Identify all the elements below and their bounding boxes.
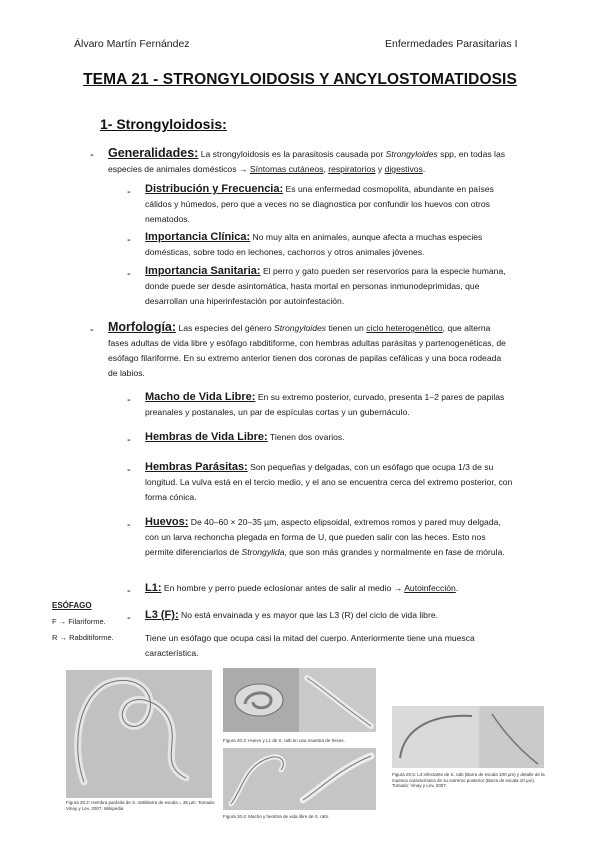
text: Las especies del género (178, 323, 272, 333)
text: Tiene un esófago que ocupa casi la mitad del cuerpo. Anteriormente tiene una muesca característica. (145, 633, 475, 658)
figure-2-image (223, 668, 376, 732)
course-name: Enfermedades Parasitarias I (385, 38, 518, 50)
separator: , (323, 164, 326, 174)
morfologia-paragraph (108, 320, 513, 381)
bullet-dash: - (90, 149, 94, 161)
huevos-label: Huevos: (145, 516, 189, 528)
genus-name: Strongyloides (385, 149, 438, 159)
text: Son pequeñas y delgadas, con un esófago que ocupa 1/3 de su longitud. La vulva está en el tercio medio, y el ano se encuentra cerca del extremo posterior, con forma cónica. (145, 462, 513, 502)
sanitaria-paragraph (145, 264, 510, 309)
bullet-dash: - (127, 394, 131, 406)
hembras-parasitas-label: Hembras Parásitas: (145, 461, 248, 473)
text: En su extremo posterior, curvado, presenta 1–2 pares de papilas preanales y postanales, un par de espículas cortas y un gubernáculo. (145, 392, 505, 417)
page-title: TEMA 21 - STRONGYLOIDOSIS Y ANCYLOSTOMATIDOSIS (83, 71, 517, 88)
figure-4-image (392, 706, 544, 768)
l3-paragraph (145, 608, 515, 661)
bullet-dash: - (127, 434, 131, 446)
digestivos: digestivos (384, 164, 423, 174)
bullet-dash: - (90, 324, 94, 336)
macho-paragraph (145, 390, 515, 420)
genus-name: Strongyloides (274, 323, 327, 333)
bullet-dash: - (127, 585, 131, 597)
text: , que son más grandes y normalmente en fase de mórula. (284, 547, 505, 557)
figure-2-caption: Figura 20.3: Huevo y L1 de S. ratti en una muestra de heces. (223, 738, 345, 743)
bullet-dash: - (127, 612, 131, 624)
esofago-note (52, 598, 114, 646)
generalidades-paragraph (108, 146, 508, 177)
hembras-libre-label: Hembras de Vida Libre: (145, 431, 268, 443)
l1-paragraph (145, 581, 515, 596)
text: tienen un (328, 323, 364, 333)
egg-larva-image (223, 668, 376, 732)
text: . (422, 164, 426, 174)
text: No está envainada y es mayor que las L3 (R) del ciclo de vida libre. (181, 610, 438, 620)
bullet-dash: - (127, 464, 131, 476)
esofago-note-line: F → Filariforme. (52, 617, 106, 626)
esofago-note-title: ESÓFAGO (52, 601, 92, 610)
distribucion-paragraph (145, 182, 510, 227)
figure-3-caption: Figura 20.4: Macho y hembra de vida libre de S. ratti. (223, 814, 330, 819)
worm-image (66, 670, 212, 798)
text: El perro y gato pueden ser reservorios para la especie humana, donde puede ser desde asintomática, hasta mortal en personas inmunodeprimidas, que desarrollan una hiperinfestación por autoinfestación. (145, 266, 506, 306)
bullet-dash: - (127, 519, 131, 531)
section-heading: 1- Strongyloidosis: (100, 116, 227, 132)
l3-image (392, 706, 544, 768)
text: En hombre y perro puede eclosionar antes de salir al medio → (163, 583, 403, 593)
text: Tienen dos ovarios. (269, 432, 345, 442)
genus-name: Strongylida (241, 547, 285, 557)
macho-label: Macho de Vida Libre: (145, 391, 256, 403)
figure-1-image (66, 670, 212, 798)
l3-label: L3 (F): (145, 609, 179, 621)
l1-label: L1: (145, 582, 162, 594)
hembras-parasitas-paragraph (145, 460, 515, 505)
bullet-dash: - (127, 268, 131, 280)
clinica-paragraph (145, 230, 510, 260)
text: De 40–60 × 20–35 µm, aspecto elipsoidal, extremos romos y pared muy delgada, con un larva rechoncha plegada en forma de U, que pueden salir con las heces. Esto nos permite diferenciarlos de (145, 517, 501, 557)
autoinfeccion: Autoinfección (404, 583, 456, 593)
morfologia-label: Morfología: (108, 320, 177, 334)
text: Es una enfermedad cosmopolita, abundante en países cálidos y húmedos, pero que a veces no se diagnostica por confundir los huevos con otros nematodos. (145, 184, 494, 224)
text: y (377, 164, 383, 174)
text: , que alterna fases adultas de vida libre y esófago rabditiforme, con hembras adultas parásitas y partenogenéticas, de esófago filariforme. En su extremo anterior tienen dos coronas de papilas cefálicas y una boca rodeada de labios. (108, 323, 506, 378)
bullet-dash: - (127, 234, 131, 246)
text: . (455, 583, 459, 593)
text: La strongyloidosis es la parasitosis causada por (200, 149, 384, 159)
respiratorios: respiratorios (328, 164, 376, 174)
figure-1-caption: Figura 20.2: Hembra parásita de S. ratti/Barra de escala = 35 µm. Tomado: Vinay y Lev, 2007. Wikipedia (66, 800, 216, 811)
sanitaria-label: Importancia Sanitaria: (145, 265, 261, 277)
clinica-label: Importancia Clínica: (145, 231, 251, 243)
hembras-libre-paragraph (145, 430, 515, 445)
text: spp, en todas las especies de animales domésticos → (108, 149, 506, 174)
generalidades-label: Generalidades: (108, 146, 199, 160)
text: No muy alta en animales, aunque afecta a muchas especies domésticas, sobre todo en lechones, cachorros y otros animales jóvenes. (145, 232, 483, 257)
distribucion-label: Distribución y Frecuencia: (145, 183, 284, 195)
figure-4-caption: Figura 20.5: L3 infectante de S. ratti (Barra de escala 100 µm) y detalle de la muesca característica de su extremo posterior (Barra de escala 10 µm). Tomado: Vinay y Lev, 2007. (392, 772, 545, 788)
sintomas-cutaneos: Síntomas cutáneos (249, 164, 324, 174)
author-name: Álvaro Martín Fernández (74, 38, 190, 50)
esofago-note-line: R → Rabditiforme. (52, 633, 114, 642)
adults-image (223, 748, 376, 810)
huevos-paragraph (145, 515, 515, 560)
bullet-dash: - (127, 186, 131, 198)
figure-3-image (223, 748, 376, 810)
ciclo-heterogenetico: ciclo heterogenético (366, 323, 443, 333)
